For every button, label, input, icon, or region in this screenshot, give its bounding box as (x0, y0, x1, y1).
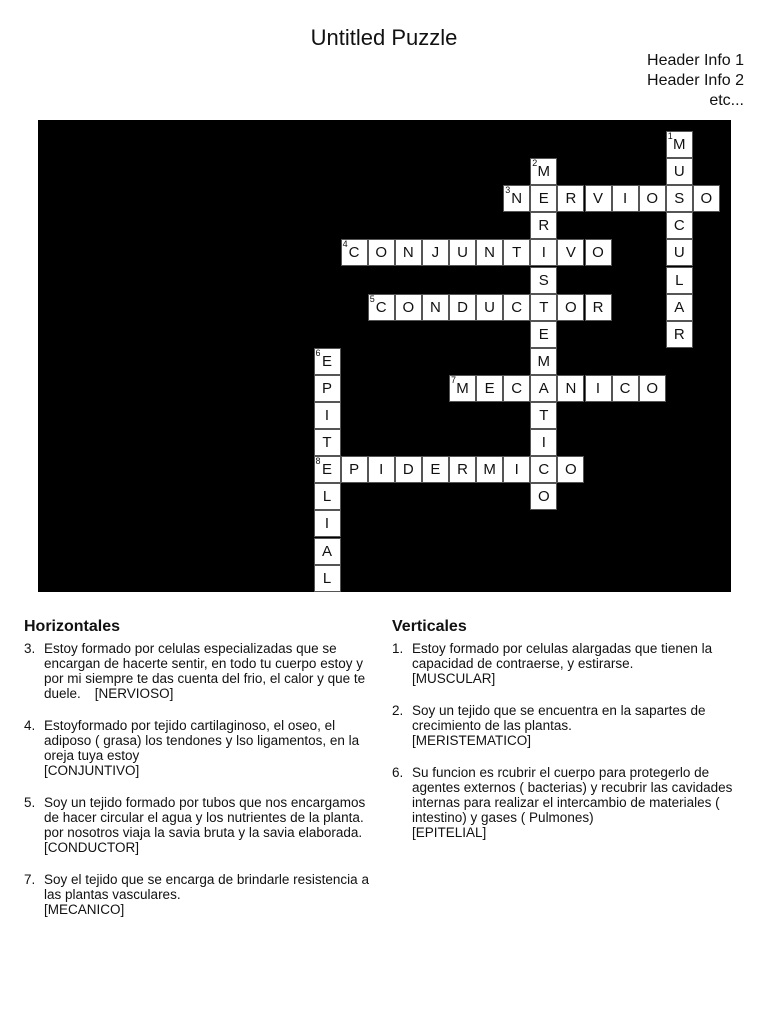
across-clues (24, 617, 369, 934)
grid-cell[interactable] (585, 185, 612, 212)
grid-cell[interactable] (503, 375, 530, 402)
cell-letter: R (457, 461, 468, 479)
grid-cell[interactable] (557, 185, 584, 212)
clue-item (24, 641, 369, 701)
grid-cell[interactable] (395, 294, 422, 321)
grid-cell[interactable] (314, 538, 341, 565)
grid-cell[interactable] (476, 456, 503, 483)
cell-letter: L (322, 569, 332, 587)
grid-cell[interactable] (314, 456, 341, 483)
cell-letter: C (511, 298, 523, 316)
cell-letter: J (431, 244, 440, 262)
grid-cell[interactable] (557, 239, 584, 266)
grid-cell[interactable] (666, 212, 693, 239)
clue-answer: [MERISTEMATICO] (412, 733, 532, 748)
cell-letter: M (537, 352, 551, 370)
down-heading: Verticales (392, 618, 467, 635)
crossword-grid (38, 120, 731, 592)
clue-answer: [NERVIOSO] (94, 686, 174, 701)
cell-letter: I (514, 461, 519, 479)
grid-cell[interactable] (449, 375, 476, 402)
cell-letter: U (673, 244, 685, 262)
cell-letter: V (565, 244, 576, 262)
cell-letter: L (675, 271, 684, 289)
grid-cell[interactable] (476, 294, 503, 321)
cell-letter: V (592, 190, 603, 208)
clue-text: Soy un tejido que se encuentra en la sapartes de crecimiento de las plantas. (412, 703, 706, 733)
grid-cell[interactable] (368, 456, 395, 483)
grid-cell[interactable] (530, 212, 557, 239)
cell-letter: E (484, 379, 495, 397)
grid-cell[interactable] (314, 565, 341, 592)
cell-letter: N (565, 379, 577, 397)
cell-letter: O (646, 190, 659, 208)
grid-cell[interactable] (612, 375, 639, 402)
grid-cell[interactable] (666, 294, 693, 321)
clue-number: 4 (342, 239, 348, 250)
grid-cell[interactable] (666, 131, 693, 158)
grid-cell[interactable] (314, 510, 341, 537)
cell-letter: E (321, 461, 332, 479)
clue-number: 1 (667, 131, 673, 141)
cell-letter: D (457, 298, 468, 316)
grid-cell[interactable] (585, 294, 612, 321)
grid-cell[interactable] (422, 294, 449, 321)
clue-item (392, 703, 737, 748)
clue-text: Soy un tejido formado por tubos que nos encargamos de hacer circular el agua y los nutrientes de la planta. por nosotros viaja la savia bruta y la savia elaborada. (44, 795, 366, 840)
clue-answer: [EPITELIAL] (412, 825, 487, 840)
header-info (647, 51, 744, 111)
clue-number: 1. (392, 641, 404, 656)
cell-letter: T (322, 434, 332, 452)
grid-cell[interactable] (666, 185, 693, 212)
cell-letter: I (623, 190, 628, 208)
cell-letter: I (324, 515, 330, 533)
cell-letter: I (541, 434, 546, 452)
cell-letter: R (673, 325, 685, 343)
cell-letter: D (402, 461, 414, 479)
grid-cell[interactable] (530, 294, 557, 321)
cell-letter: O (700, 190, 713, 208)
grid-cell[interactable] (422, 456, 449, 483)
cell-letter: O (646, 379, 659, 397)
down-clue-list (392, 641, 737, 840)
clue-number: 5 (369, 293, 375, 304)
grid-cell[interactable] (557, 294, 584, 321)
cell-letter: S (538, 271, 549, 289)
cell-letter: O (375, 244, 388, 262)
cell-letter: M (537, 163, 551, 181)
cell-letter: N (429, 298, 441, 316)
cell-letter: M (483, 461, 496, 479)
grid-cell[interactable] (503, 456, 530, 483)
header-info-line: etc... (709, 92, 744, 109)
puzzle-title: Untitled Puzzle (310, 25, 458, 50)
cell-letter: O (592, 244, 604, 262)
cell-letter: C (619, 379, 631, 397)
grid-cell[interactable] (449, 456, 476, 483)
cell-letter: N (484, 244, 496, 262)
clue-number: 6. (392, 765, 404, 780)
clue-text: Soy el tejido que se encarga de brindarle resistencia a las plantas vasculares. (44, 872, 369, 902)
clue-text: Estoy formado por celulas alargadas que tienen la capacidad de contraerse, y estirarse. (412, 641, 713, 671)
grid-cell[interactable] (314, 429, 341, 456)
cell-letter: U (457, 244, 468, 262)
grid-cell[interactable] (557, 456, 584, 483)
grid-cell[interactable] (395, 456, 422, 483)
clue-number: 8 (315, 456, 321, 467)
cell-letter: O (565, 461, 577, 479)
grid-cell[interactable] (530, 267, 557, 294)
cell-letter: R (565, 190, 577, 208)
header-info-line: Header Info 1 (647, 52, 744, 69)
clue-answer: [MECANICO] (44, 902, 125, 917)
cell-letter: E (321, 352, 332, 370)
cell-letter: C (375, 298, 387, 316)
cell-letter: C (348, 244, 360, 262)
cell-letter: E (538, 325, 549, 343)
grid-cell[interactable] (503, 185, 530, 212)
clue-number: 6 (315, 347, 321, 358)
cell-letter: A (321, 542, 332, 560)
grid-cell[interactable] (612, 185, 639, 212)
clue-item (24, 718, 369, 778)
cell-letter: C (673, 217, 685, 235)
clue-number: 3. (24, 641, 36, 656)
grid-cell[interactable] (341, 239, 368, 266)
grid-cell[interactable] (476, 239, 503, 266)
clue-text: Estoy formado por celulas especializadas que se encargan de hacerte sentir, en todo tu cuerpo estoy y por mi siempre te das cuenta del frio, el calor y que te duele. (44, 641, 366, 701)
grid-cell[interactable] (314, 483, 341, 510)
cell-letter: R (592, 298, 604, 316)
grid-cell[interactable] (693, 185, 720, 212)
across-clue-list (24, 641, 369, 917)
grid-cell[interactable] (422, 239, 449, 266)
grid-cell[interactable] (530, 483, 557, 510)
grid-cell[interactable] (368, 239, 395, 266)
grid-cell[interactable] (395, 239, 422, 266)
grid-cell[interactable] (530, 185, 557, 212)
cell-letter: M (673, 136, 686, 153)
grid-cell[interactable] (666, 158, 693, 185)
down-clues (392, 617, 737, 857)
cell-letter: E (430, 461, 441, 479)
grid-cell[interactable] (503, 294, 530, 321)
clue-item (24, 872, 369, 917)
cell-letter: U (673, 163, 685, 181)
cell-letter: O (565, 298, 577, 316)
clue-item (392, 765, 737, 840)
clue-item (392, 641, 737, 686)
cell-letter: I (595, 379, 601, 397)
cell-letter: L (322, 488, 332, 506)
cell-letter: I (541, 244, 546, 262)
grid-cell[interactable] (666, 321, 693, 348)
grid-cell[interactable] (639, 375, 666, 402)
clue-answer: [MUSCULAR] (412, 671, 496, 686)
grid-cell[interactable] (530, 158, 557, 185)
grid-cell[interactable] (530, 375, 557, 402)
clue-number: 2. (392, 703, 404, 718)
clue-answer: [CONJUNTIVO] (44, 763, 140, 778)
clue-item (24, 795, 369, 855)
grid-cell[interactable] (530, 239, 557, 266)
cell-letter: S (674, 190, 685, 208)
cell-letter: O (537, 488, 550, 506)
grid-cell[interactable] (314, 402, 341, 429)
grid-cell[interactable] (585, 375, 612, 402)
grid-cell[interactable] (530, 402, 557, 429)
grid-cell[interactable] (449, 294, 476, 321)
grid-cell[interactable] (368, 294, 395, 321)
cell-letter: P (349, 461, 360, 479)
cell-letter: O (402, 298, 415, 316)
grid-cell[interactable] (503, 239, 530, 266)
clue-text: Su funcion es rcubrir el cuerpo para protegerlo de agentes externos ( bacterias) y recubrir las cavidades internas para realizar el intercambio de materiales ( intestino) y gases ( Pulmones) (412, 765, 733, 825)
cell-letter: U (484, 298, 496, 316)
cell-letter: E (538, 190, 549, 208)
cell-letter: T (539, 298, 549, 316)
cell-letter: R (538, 217, 550, 235)
cell-letter: C (511, 379, 523, 397)
cell-letter: N (402, 244, 414, 262)
grid-cell[interactable] (530, 348, 557, 375)
cell-letter: I (324, 407, 330, 424)
clue-text: Estoyformado por tejido cartilaginoso, el oseo, el adiposo ( grasa) los tendones y lso ligamentos, en la oreja tuya estoy (44, 718, 360, 763)
grid-cell[interactable] (341, 456, 368, 483)
grid-cell[interactable] (530, 321, 557, 348)
grid-cell[interactable] (639, 185, 666, 212)
grid-cell[interactable] (314, 348, 341, 375)
clue-number: 2 (532, 158, 538, 169)
cell-letter: M (456, 379, 469, 397)
cell-letter: P (321, 379, 332, 397)
clue-answer: [CONDUCTOR] (44, 840, 140, 855)
cell-letter: T (512, 244, 522, 262)
grid-cell[interactable] (666, 267, 693, 294)
cell-letter: I (379, 461, 384, 479)
header-info-line: Header Info 2 (647, 72, 744, 89)
grid-cell[interactable] (530, 456, 557, 483)
grid-cell[interactable] (530, 429, 557, 456)
grid-cell[interactable] (476, 375, 503, 402)
clue-number: 5. (24, 795, 36, 810)
cell-letter: N (511, 190, 523, 208)
cell-letter: A (674, 298, 685, 316)
clue-number: 7. (24, 872, 36, 887)
clue-number: 4. (24, 718, 36, 733)
cell-letter: A (538, 379, 549, 397)
grid-cell[interactable] (314, 375, 341, 402)
clue-number: 7 (451, 374, 457, 385)
grid-cell[interactable] (449, 239, 476, 266)
grid-cell[interactable] (557, 375, 584, 402)
grid-cell[interactable] (666, 239, 693, 266)
cell-letter: T (539, 407, 549, 424)
grid-cell[interactable] (585, 239, 612, 266)
across-heading: Horizontales (24, 618, 121, 635)
cell-letter: C (538, 461, 550, 479)
clue-number: 3 (505, 185, 511, 196)
